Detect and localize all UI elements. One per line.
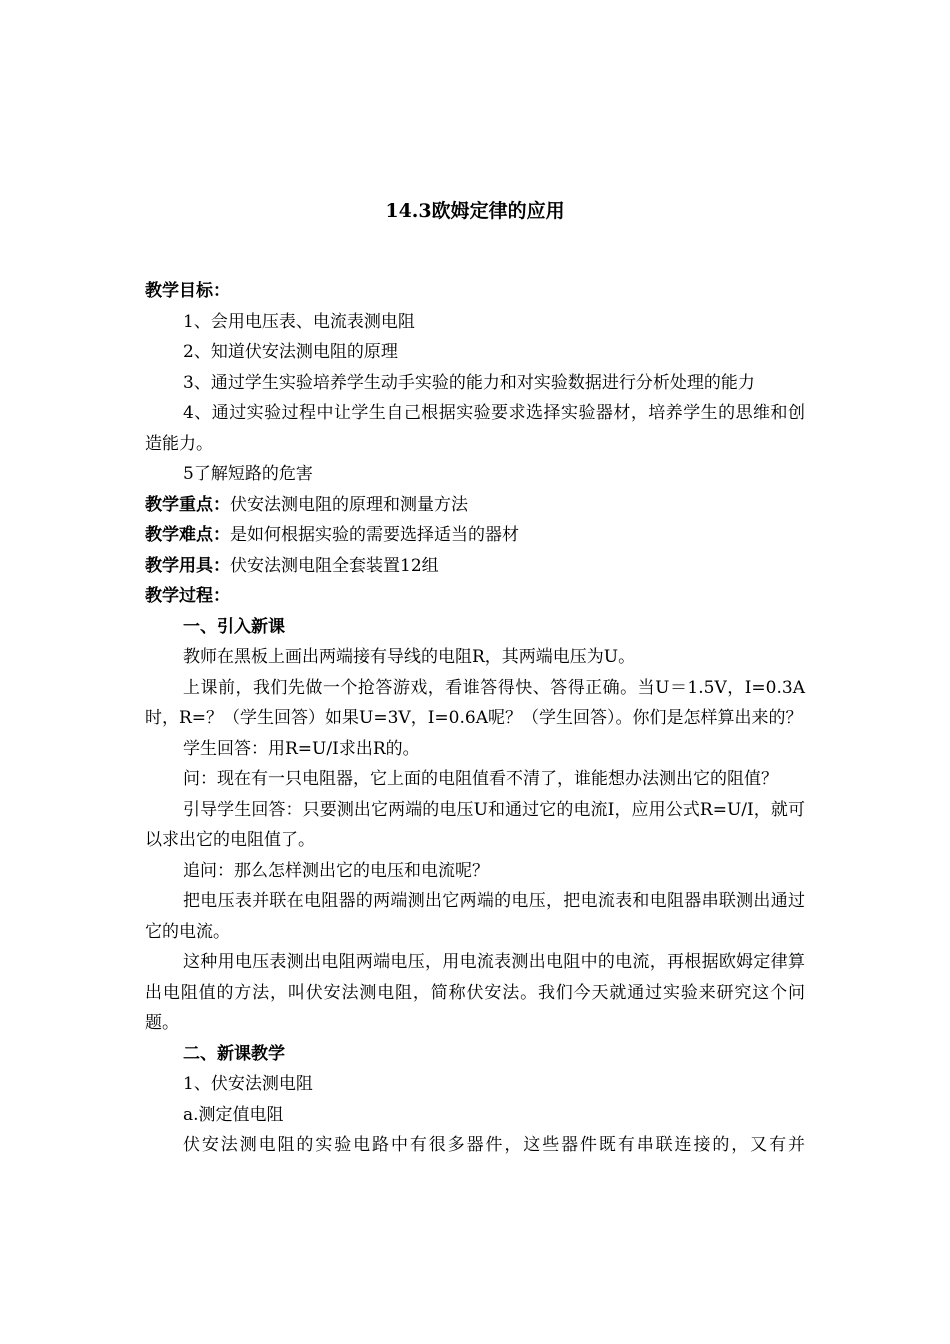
objective-item: 2、知道伏安法测电阻的原理 — [183, 342, 398, 362]
objectives-heading: 教学目标： — [145, 281, 230, 301]
difficulties-label: 教学难点： — [145, 525, 230, 545]
document-page — [145, 196, 805, 1161]
process-heading: 教学过程： — [145, 586, 230, 606]
difficulties — [145, 520, 805, 551]
paragraph: 问：现在有一只电阻器，它上面的电阻值看不清了，谁能想办法测出它的阻值？ — [183, 769, 778, 789]
section-heading: 一、引入新课 — [183, 616, 285, 637]
paragraph: 引导学生回答：只要测出它两端的电压U和通过它的电流I，应用公式R=U/I，就可以求出它的电阻值了。 — [145, 799, 805, 850]
tools-label: 教学用具： — [145, 555, 230, 576]
objective-item: 5了解短路的危害 — [183, 464, 313, 484]
section-heading: 二、新课教学 — [183, 1043, 285, 1064]
paragraph: 学生回答：用R=U/I求出R的。 — [183, 738, 420, 759]
key-points-text: 伏安法测电阻的原理和测量方法 — [230, 494, 468, 515]
paragraph: 这种用电压表测出电阻两端电压，用电流表测出电阻中的电流，再根据欧姆定律算出电阻值的方法，叫伏安法测电阻，简称伏安法。我们今天就通过实验来研究这个问题。 — [145, 952, 805, 1033]
difficulties-text: 是如何根据实验的需要选择适当的器材 — [230, 525, 519, 545]
key-points — [145, 490, 805, 521]
paragraph: 追问：那么怎样测出它的电压和电流呢？ — [183, 860, 489, 881]
objective-item: 4、通过实验过程中让学生自己根据实验要求选择实验器材，培养学生的思维和创造能力。 — [145, 403, 805, 454]
objective-item: 1、会用电压表、电流表测电阻 — [183, 311, 415, 332]
subsection-item: a.测定值电阻 — [183, 1104, 284, 1125]
page-title: 14.3欧姆定律的应用 — [385, 200, 565, 222]
tools-text: 伏安法测电阻全套装置12组 — [230, 555, 439, 576]
objective-item: 3、通过学生实验培养学生动手实验的能力和对实验数据进行分析处理的能力 — [183, 372, 755, 393]
paragraph: 伏安法测电阻的实验电路中有很多器件，这些器件既有串联连接的，又有并 — [183, 1135, 805, 1155]
teaching-tools — [145, 551, 805, 582]
paragraph: 上课前，我们先做一个抢答游戏，看谁答得快、答得正确。当U＝1.5V，I=0.3A时，R=？（学生回答）如果U=3V，I=0.6A呢？（学生回答）。你们是怎样算出来的？ — [145, 677, 805, 728]
paragraph: 把电压表并联在电阻器的两端测出它两端的电压，把电流表和电阻器串联测出通过它的电流。 — [145, 891, 805, 942]
subsection-heading: 1、伏安法测电阻 — [183, 1074, 313, 1094]
paragraph: 教师在黑板上画出两端接有导线的电阻R，其两端电压为U。 — [183, 647, 636, 667]
key-points-label: 教学重点： — [145, 494, 230, 515]
